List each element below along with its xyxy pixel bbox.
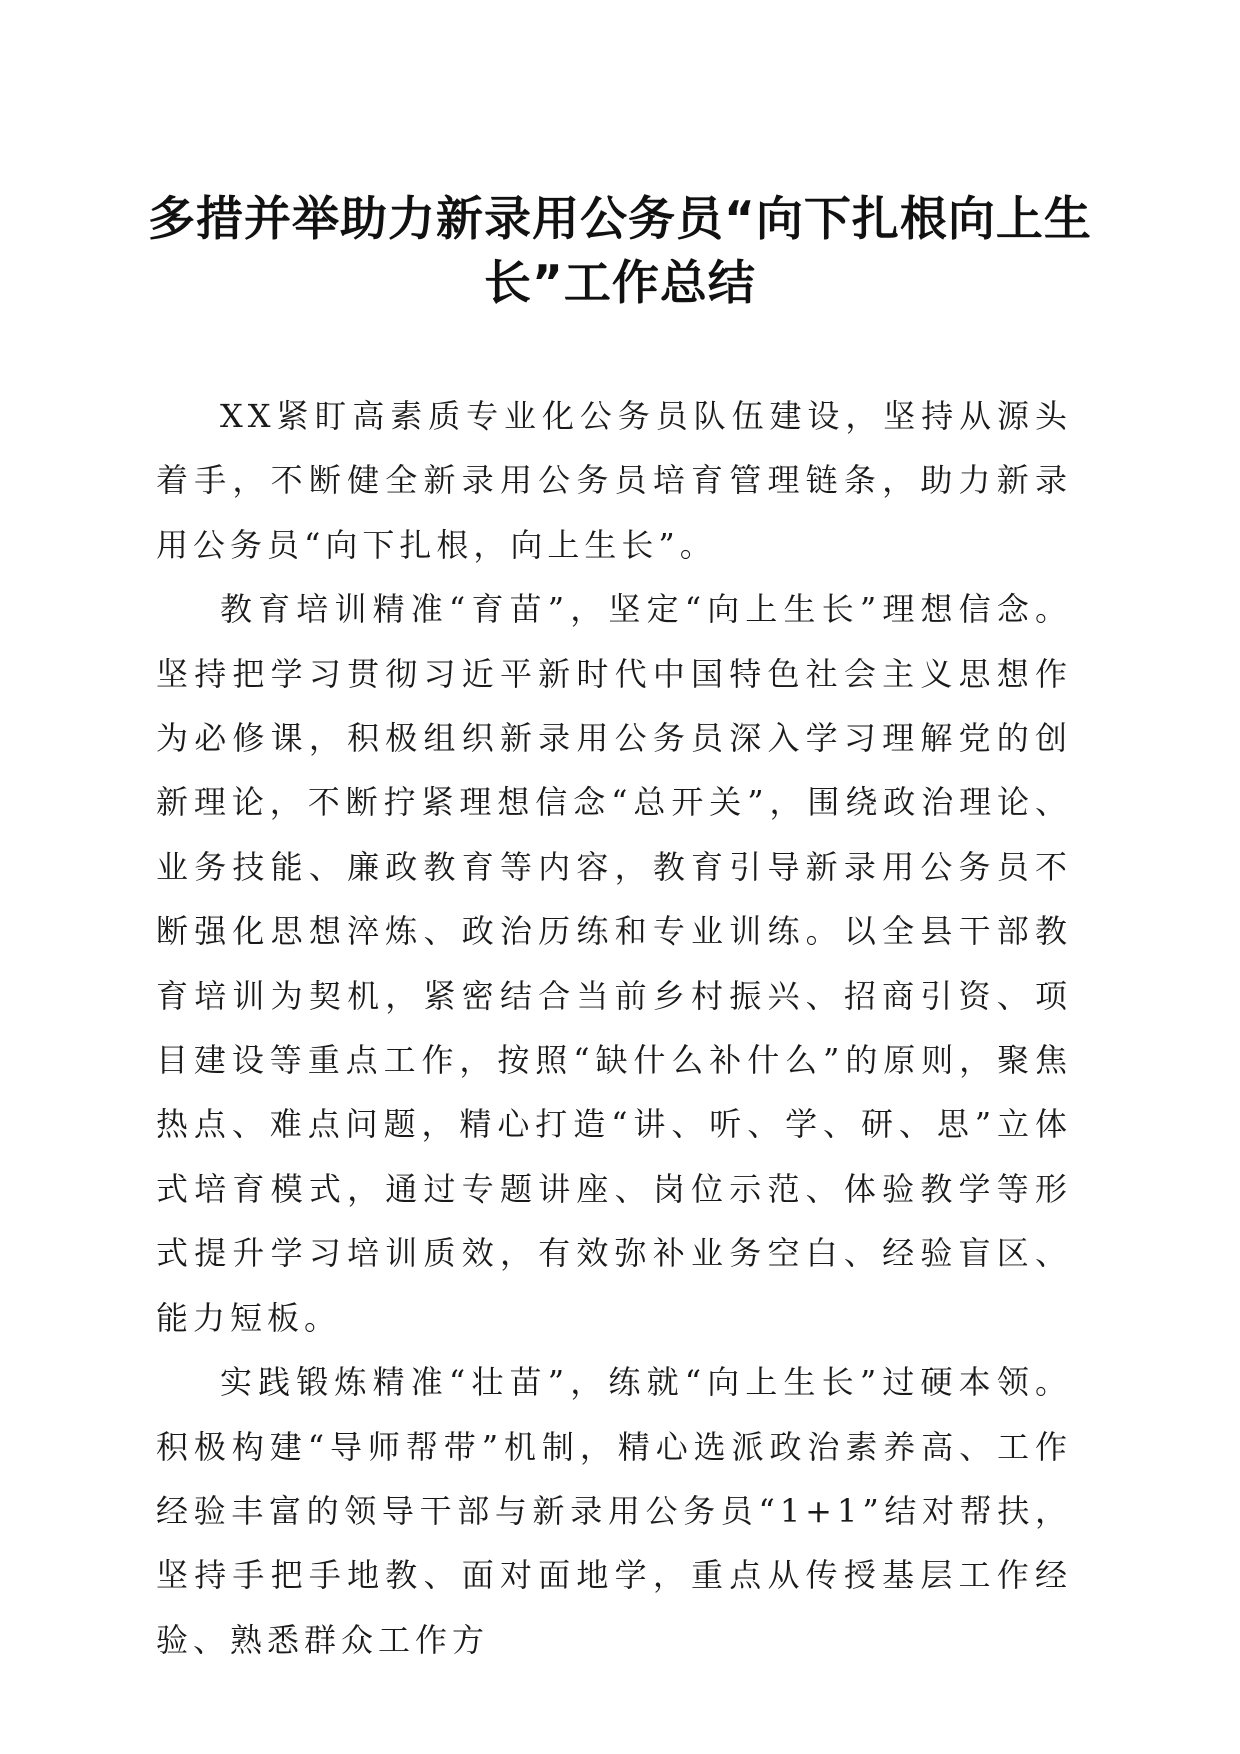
document-body xyxy=(156,384,1072,1672)
paragraph-intro: XX紧盯高素质专业化公务员队伍建设，坚持从源头着手，不断健全新录用公务员培育管理链条，助力新录用公务员“向下扎根，向上生长”。 xyxy=(156,397,1072,564)
document-title: 多措并举助力新录用公务员“向下扎根向上生长”工作总结 xyxy=(148,192,1092,311)
paragraph-practice: 实践锻炼精准“壮苗”，练就“向上生长”过硬本领。积极构建“导师帮带”机制，精心选派政治素养高、工作经验丰富的领导干部与新录用公务员“1+1”结对帮扶，坚持手把手地教、面对面地学，重点从传授基层工作经验、熟悉群众工作方 xyxy=(156,1363,1072,1659)
paragraph-education-training: 教育培训精准“育苗”，坚定“向上生长”理想信念。坚持把学习贯彻习近平新时代中国特色社会主义思想作为必修课，积极组织新录用公务员深入学习理解党的创新理论，不断拧紧理想信念“总开关”，围绕政治理论、业务技能、廉政教育等内容，教育引导新录用公务员不断强化思想淬炼、政治历练和专业训练。以全县干部教育培训为契机，紧密结合当前乡村振兴、招商引资、项目建设等重点工作，按照“缺什么补什么”的原则，聚焦热点、难点问题，精心打造“讲、听、学、研、思”立体式培育模式，通过专题讲座、岗位示范、体验教学等形式提升学习培训质效，有效弥补业务空白、经验盲区、能力短板。 xyxy=(156,590,1072,1337)
